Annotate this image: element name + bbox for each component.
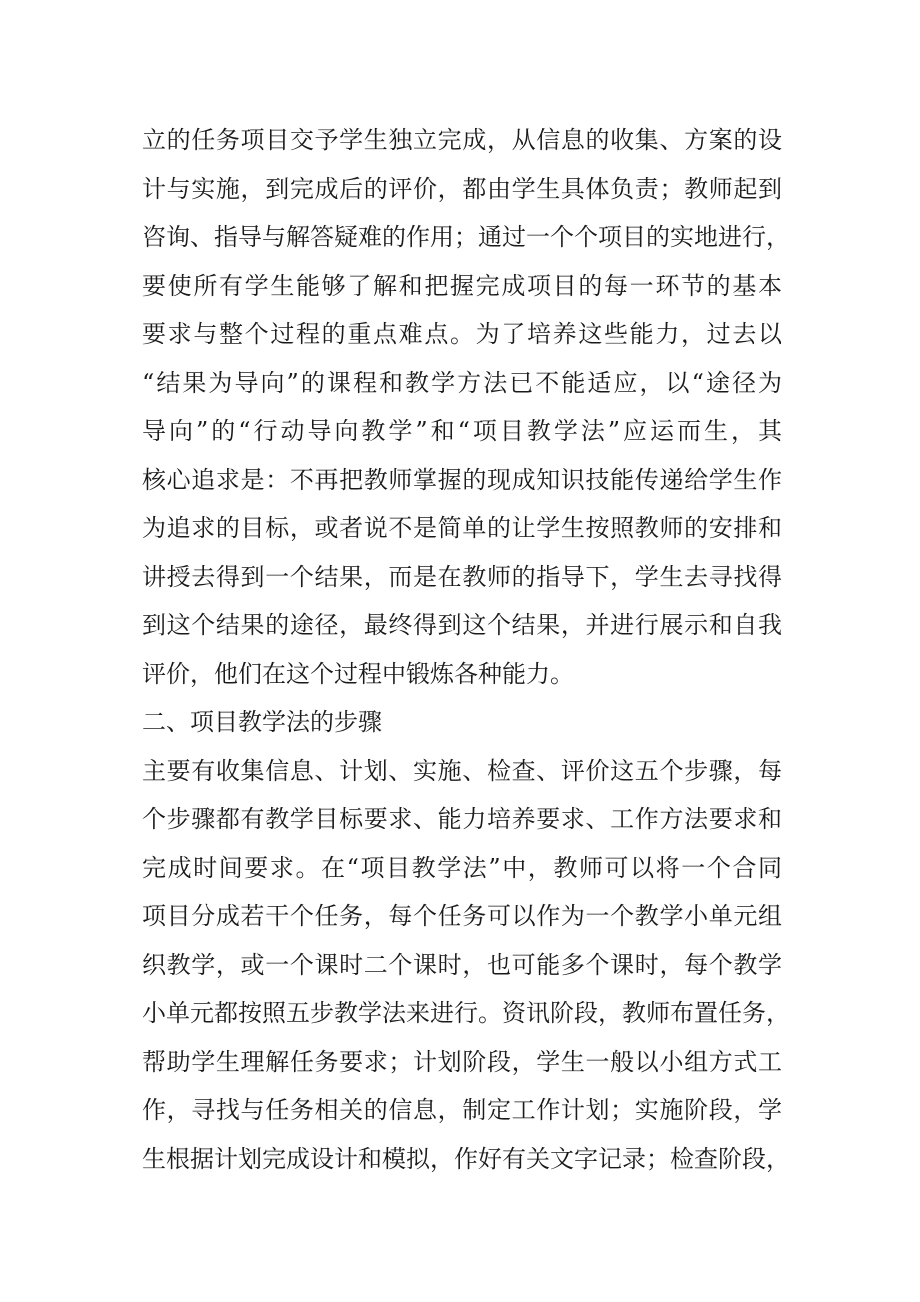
text-line: 织教学，或一个课时二个课时，也可能多个课时，每个教学 bbox=[142, 950, 782, 979]
text-line: 咨询、指导与解答疑难的作用；通过一个个项目的实地进行， bbox=[142, 223, 790, 251]
text-line: 为追求的目标，或者说不是简单的让学生按照教师的安排和 bbox=[142, 514, 782, 542]
text-line: 讲授去得到一个结果，而是在教师的指导下，学生去寻找得 bbox=[142, 562, 782, 591]
section-heading: 二、项目教学法的步骤 bbox=[142, 708, 382, 736]
text-line: 到这个结果的途径，最终得到这个结果，并进行展示和自我 bbox=[142, 611, 782, 639]
text-line: “结果为导向”的课程和教学方法已不能适应，以“途径为 bbox=[142, 368, 782, 397]
text-line: 个步骤都有教学目标要求、能力培养要求、工作方法要求和 bbox=[142, 805, 782, 833]
text-line: 作，寻找与任务相关的信息，制定工作计划；实施阶段，学 bbox=[142, 1096, 782, 1124]
text-line: 小单元都按照五步教学法来进行。资讯阶段，教师布置任务， bbox=[142, 999, 790, 1027]
text-line: 计与实施，到完成后的评价，都由学生具体负责；教师起到 bbox=[142, 174, 782, 203]
text-line: 项目分成若干个任务，每个任务可以作为一个教学小单元组 bbox=[142, 902, 782, 930]
text-line: 立的任务项目交予学生独立完成，从信息的收集、方案的设 bbox=[142, 126, 782, 154]
text-line-paragraph-end: 评价，他们在这个过程中锻炼各种能力。 bbox=[142, 659, 574, 688]
text-line: 导向”的“行动导向教学”和“项目教学法”应运而生，其 bbox=[142, 417, 782, 445]
text-line: 帮助学生理解任务要求；计划阶段，学生一般以小组方式工 bbox=[142, 1047, 782, 1076]
text-line: 要求与整个过程的重点难点。为了培养这些能力，过去以 bbox=[142, 320, 782, 348]
text-line: 完成时间要求。在“项目教学法”中，教师可以将一个合同 bbox=[142, 853, 782, 882]
text-line: 要使所有学生能够了解和把握完成项目的每一环节的基本 bbox=[142, 271, 782, 300]
text-line: 生根据计划完成设计和模拟，作好有关文字记录；检查阶段， bbox=[142, 1144, 790, 1173]
text-line: 核心追求是：不再把教师掌握的现成知识技能传递给学生作 bbox=[142, 465, 782, 494]
document-body bbox=[142, 116, 790, 1183]
text-line: 主要有收集信息、计划、实施、检查、评价这五个步骤，每 bbox=[142, 756, 782, 785]
